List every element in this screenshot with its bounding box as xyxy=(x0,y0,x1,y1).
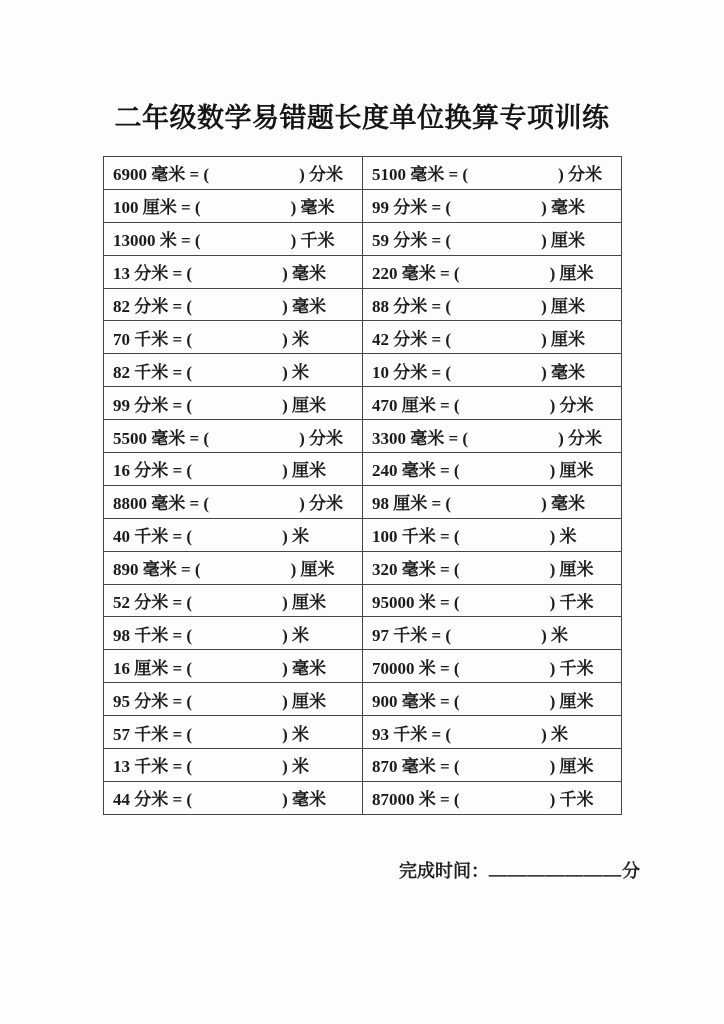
answer-blank xyxy=(192,410,282,411)
problem-cell xyxy=(363,255,622,288)
table-row xyxy=(104,321,622,354)
problem-lhs: 13 千米 = ( xyxy=(113,757,193,777)
problem-rhs: ) 千米 xyxy=(290,231,335,251)
table-row xyxy=(104,617,622,650)
answer-blank xyxy=(451,508,541,509)
problem-lhs: 82 分米 = ( xyxy=(113,297,193,316)
table-row xyxy=(104,189,622,222)
problem-lhs: 13 分米 = ( xyxy=(113,264,193,284)
answer-blank xyxy=(192,771,282,772)
problem-cell xyxy=(363,485,622,518)
problem-lhs: 70 千米 = ( xyxy=(113,329,193,349)
problem-cell xyxy=(104,781,363,814)
problem-cell xyxy=(363,781,622,814)
problem-cell xyxy=(363,354,622,387)
problem-cell xyxy=(363,716,622,749)
problem-rhs: ) 分米 xyxy=(299,494,344,514)
problem-cell xyxy=(104,420,363,453)
problem-rhs: ) 毫米 xyxy=(541,362,586,382)
problem-cell xyxy=(104,453,363,486)
page-title: 二年级数学易错题长度单位换算专项训练 xyxy=(114,103,610,133)
problem-rhs: ) 千米 xyxy=(549,790,594,810)
answer-blank xyxy=(460,607,550,608)
problem-cell xyxy=(104,683,363,716)
problem-rhs: ) 厘米 xyxy=(549,264,594,284)
problem-rhs: ) 厘米 xyxy=(549,560,594,580)
problem-rhs: ) 分米 xyxy=(558,165,603,185)
problem-lhs: 44 分米 = ( xyxy=(113,790,193,810)
problem-rhs: ) 分米 xyxy=(549,395,594,415)
problem-cell xyxy=(363,650,622,683)
problem-lhs: 97 千米 = ( xyxy=(372,625,452,645)
answer-blank xyxy=(460,673,550,674)
problem-cell xyxy=(104,650,363,683)
answer-blank xyxy=(460,475,550,476)
answer-blank xyxy=(468,179,558,180)
answer-blank xyxy=(201,245,291,246)
problem-cell xyxy=(104,518,363,551)
table-row xyxy=(104,650,622,683)
problem-lhs: 82 千米 = ( xyxy=(113,362,193,382)
problem-rhs: ) 厘米 xyxy=(549,461,594,481)
answer-blank xyxy=(451,739,541,740)
problem-cell xyxy=(363,222,622,255)
problem-cell xyxy=(363,617,622,650)
problem-cell xyxy=(104,222,363,255)
problem-rhs: ) 毫米 xyxy=(541,198,586,218)
problem-rhs: ) 米 xyxy=(282,329,310,349)
answer-blank xyxy=(192,541,282,542)
problem-lhs: 93 千米 = ( xyxy=(372,724,452,744)
answer-blank xyxy=(451,344,541,345)
problem-rhs: ) 千米 xyxy=(549,658,594,678)
table-row xyxy=(104,157,622,190)
answer-blank xyxy=(460,541,550,542)
problem-cell xyxy=(363,453,622,486)
problem-lhs: 99 分米 = ( xyxy=(372,198,452,218)
problem-lhs: 40 千米 = ( xyxy=(113,527,193,547)
table-row xyxy=(104,420,622,453)
answer-blank xyxy=(192,607,282,608)
answer-blank xyxy=(460,804,550,805)
completion-time-unit: 分 xyxy=(622,860,640,881)
problem-cell xyxy=(363,321,622,354)
table-row xyxy=(104,255,622,288)
problem-cell xyxy=(363,420,622,453)
table-row xyxy=(104,354,622,387)
problem-lhs: 320 毫米 = ( xyxy=(372,560,460,580)
answer-blank xyxy=(451,640,541,641)
answer-blank xyxy=(209,508,299,509)
problem-lhs: 8800 毫米 = ( xyxy=(113,494,210,514)
table-row xyxy=(104,222,622,255)
problem-lhs: 52 分米 = ( xyxy=(113,593,193,613)
problem-rhs: ) 米 xyxy=(282,625,310,645)
problem-lhs: 5100 毫米 = ( xyxy=(372,165,469,185)
table-row xyxy=(104,749,622,782)
problem-rhs: ) 厘米 xyxy=(282,395,327,415)
problem-rhs: ) 米 xyxy=(282,757,310,777)
answer-blank xyxy=(209,179,299,180)
problem-lhs: 99 分米 = ( xyxy=(113,395,193,415)
table-row xyxy=(104,551,622,584)
problem-cell xyxy=(363,584,622,617)
problem-rhs: ) 厘米 xyxy=(541,231,586,251)
problem-rhs: ) 分米 xyxy=(299,165,344,185)
problem-cell xyxy=(104,485,363,518)
table-row xyxy=(104,288,622,321)
problem-rhs: ) 厘米 xyxy=(549,757,594,777)
problem-cell xyxy=(363,551,622,584)
problem-cell xyxy=(104,189,363,222)
answer-blank xyxy=(192,475,282,476)
answer-blank xyxy=(460,706,550,707)
problem-rhs: ) 毫米 xyxy=(282,264,327,284)
problem-cell xyxy=(104,288,363,321)
problem-rhs: ) 米 xyxy=(282,362,310,382)
problem-lhs: 98 厘米 = ( xyxy=(372,494,452,514)
answer-blank xyxy=(192,739,282,740)
answer-blank xyxy=(451,245,541,246)
problem-cell xyxy=(104,551,363,584)
problem-lhs: 16 厘米 = ( xyxy=(113,658,193,678)
table-row xyxy=(104,518,622,551)
completion-time-blank-line: ＿＿＿＿＿＿＿ xyxy=(489,857,622,878)
table-row xyxy=(104,387,622,420)
problem-lhs: 470 厘米 = ( xyxy=(372,395,460,415)
answer-blank xyxy=(460,410,550,411)
problem-rhs: ) 毫米 xyxy=(282,658,327,678)
table-row xyxy=(104,781,622,814)
problem-lhs: 42 分米 = ( xyxy=(372,329,452,349)
table-row xyxy=(104,453,622,486)
problem-lhs: 5500 毫米 = ( xyxy=(113,428,210,448)
problem-rhs: ) 毫米 xyxy=(282,297,327,316)
problem-lhs: 900 毫米 = ( xyxy=(372,691,460,711)
problem-lhs: 890 毫米 = ( xyxy=(113,560,201,580)
problem-rhs: ) 米 xyxy=(541,625,569,645)
answer-blank xyxy=(201,574,291,575)
problem-rhs: ) 毫米 xyxy=(541,494,586,514)
answer-blank xyxy=(201,212,291,213)
problem-cell xyxy=(104,749,363,782)
problem-lhs: 100 千米 = ( xyxy=(372,527,460,547)
problem-rhs: ) 米 xyxy=(541,724,569,744)
problem-cell xyxy=(363,288,622,321)
problems-table xyxy=(103,156,622,815)
problem-lhs: 88 分米 = ( xyxy=(372,297,452,316)
problem-lhs: 10 分米 = ( xyxy=(372,362,452,382)
problem-rhs: ) 千米 xyxy=(549,593,594,613)
problems-table-body xyxy=(104,157,622,815)
problem-lhs: 98 千米 = ( xyxy=(113,625,193,645)
table-row xyxy=(104,485,622,518)
problem-rhs: ) 米 xyxy=(282,527,310,547)
problem-cell xyxy=(104,255,363,288)
problem-cell xyxy=(363,518,622,551)
problem-rhs: ) 厘米 xyxy=(282,461,327,481)
problem-lhs: 57 千米 = ( xyxy=(113,724,193,744)
problem-cell xyxy=(104,321,363,354)
problem-cell xyxy=(363,749,622,782)
answer-blank xyxy=(468,443,558,444)
answer-blank xyxy=(192,706,282,707)
answer-blank xyxy=(460,574,550,575)
problem-cell xyxy=(104,617,363,650)
table-row xyxy=(104,584,622,617)
problem-cell xyxy=(363,387,622,420)
table-row xyxy=(104,683,622,716)
problem-lhs: 100 厘米 = ( xyxy=(113,198,201,218)
problem-lhs: 95000 米 = ( xyxy=(372,593,460,613)
problem-lhs: 16 分米 = ( xyxy=(113,461,193,481)
problem-rhs: ) 厘米 xyxy=(282,593,327,613)
answer-blank xyxy=(192,640,282,641)
problem-rhs: ) 厘米 xyxy=(541,297,586,316)
answer-blank xyxy=(451,311,541,312)
problem-rhs: ) 厘米 xyxy=(549,691,594,711)
problem-cell xyxy=(104,157,363,190)
answer-blank xyxy=(460,278,550,279)
problem-rhs: ) 分米 xyxy=(299,428,344,448)
answer-blank xyxy=(192,804,282,805)
problem-lhs: 220 毫米 = ( xyxy=(372,264,460,284)
problem-lhs: 87000 米 = ( xyxy=(372,790,460,810)
problem-lhs: 70000 米 = ( xyxy=(372,658,460,678)
problem-rhs: ) 分米 xyxy=(558,428,603,448)
answer-blank xyxy=(451,212,541,213)
completion-time xyxy=(0,857,724,883)
problem-lhs: 6900 毫米 = ( xyxy=(113,165,210,185)
problem-cell xyxy=(104,387,363,420)
problem-cell xyxy=(104,584,363,617)
answer-blank xyxy=(192,344,282,345)
problem-cell xyxy=(363,189,622,222)
problem-lhs: 13000 米 = ( xyxy=(113,231,201,251)
problem-rhs: ) 米 xyxy=(282,724,310,744)
problem-cell xyxy=(104,354,363,387)
answer-blank xyxy=(192,278,282,279)
problem-cell xyxy=(363,157,622,190)
problem-rhs: ) 毫米 xyxy=(282,790,327,810)
problem-lhs: 59 分米 = ( xyxy=(372,231,452,251)
completion-time-label: 完成时间： xyxy=(399,860,489,881)
answer-blank xyxy=(209,443,299,444)
answer-blank xyxy=(460,771,550,772)
problem-cell xyxy=(363,683,622,716)
problem-rhs: ) 米 xyxy=(549,527,577,547)
answer-blank xyxy=(451,377,541,378)
answer-blank xyxy=(192,311,282,312)
problem-rhs: ) 厘米 xyxy=(290,560,335,580)
problem-cell xyxy=(104,716,363,749)
answer-blank xyxy=(192,377,282,378)
table-row xyxy=(104,716,622,749)
problem-rhs: ) 毫米 xyxy=(290,198,335,218)
problem-lhs: 870 毫米 = ( xyxy=(372,757,460,777)
problem-rhs: ) 厘米 xyxy=(282,691,327,711)
problem-rhs: ) 厘米 xyxy=(541,329,586,349)
problem-lhs: 3300 毫米 = ( xyxy=(372,428,469,448)
problem-lhs: 240 毫米 = ( xyxy=(372,461,460,481)
problem-lhs: 95 分米 = ( xyxy=(113,691,193,711)
answer-blank xyxy=(192,673,282,674)
